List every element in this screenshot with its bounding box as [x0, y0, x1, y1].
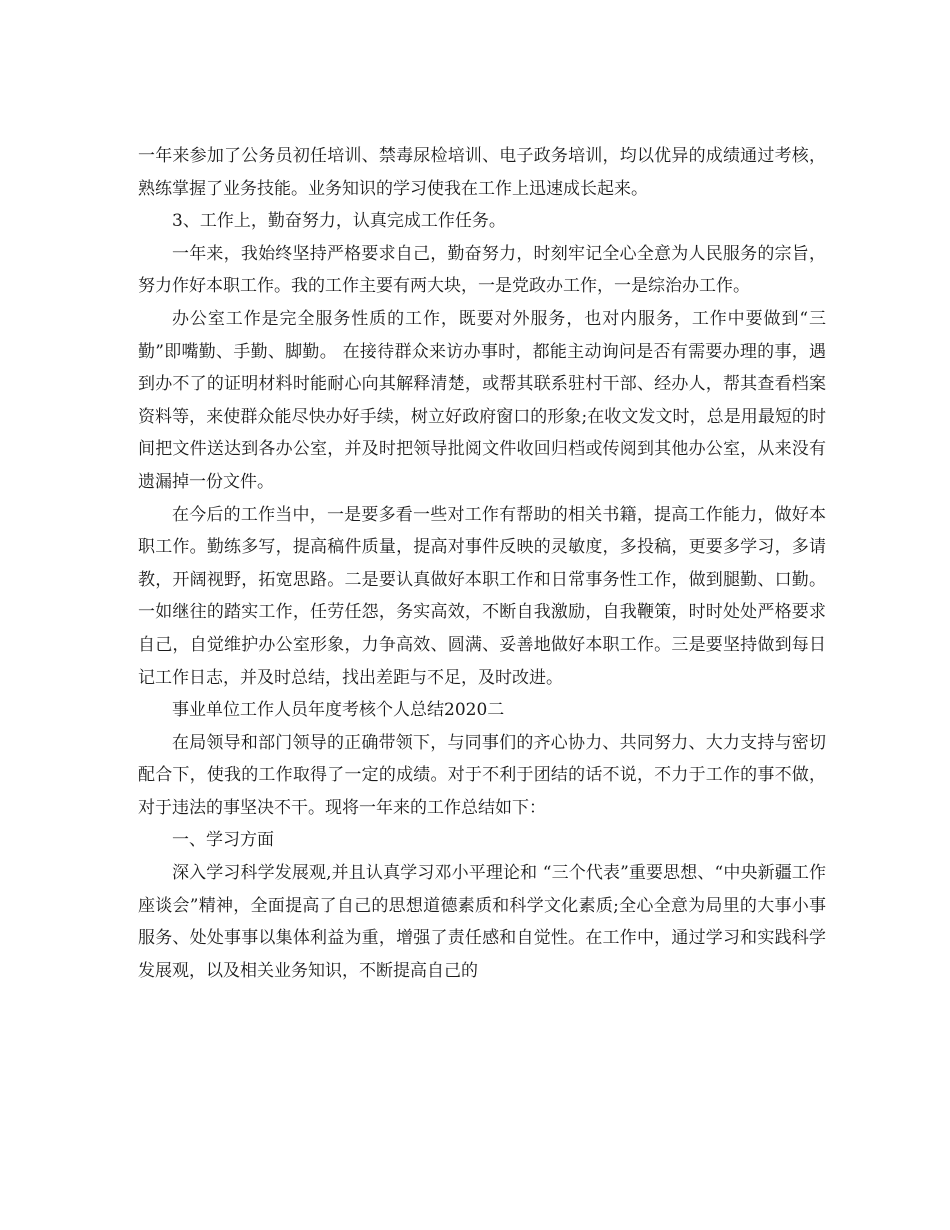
paragraph-study: 深入学习科学发展观,并且认真学习邓小平理论和 “三个代表”重要思想、“中央新疆工作座谈会”精神，全面提高了自己的思想道德素质和科学文化素质;全心全意为局里的大事小事服务、处处事事以集体利益为重，增强了责任感和自觉性。在工作中，通过学习和实践科学发展观，以及相关业务知识，不断提高自己的 [138, 863, 826, 981]
section-title-study: 一、学习方面 [172, 830, 274, 851]
paragraph-introduction: 在局领导和部门领导的正确带领下，与同事们的齐心协力、共同努力、大力支持与密切配合下，使我的工作取得了一定的成绩。对于不利于团结的话不说，不力于工作的事不做，对于违法的事坚决不干。现将一年来的工作总结如下： [138, 732, 826, 818]
document-body [138, 140, 826, 987]
paragraph-work-overview: 一年来，我始终坚持严格要求自己，勤奋努力，时刻牢记全心全意为人民服务的宗旨，努力作好本职工作。我的工作主要有两大块，一是党政办工作，一是综治办工作。 [138, 243, 826, 297]
paragraph-training: 一年来参加了公务员初任培训、禁毒尿检培训、电子政务培训，均以优异的成绩通过考核，熟练掌握了业务技能。业务知识的学习使我在工作上迅速成长起来。 [138, 146, 826, 199]
paragraph-office-work: 办公室工作是完全服务性质的工作，既要对外服务，也对内服务，工作中要做到“三勤”即嘴勤、手勤、脚勤。 在接待群众来访办事时，都能主动询问是否有需要办理的事，遇到办不了的证明材料时能耐心向其解释清楚，或帮其联系驻村干部、经办人，帮其查看档案资料等，来使群众能尽快办好手续，树立好政府窗口的形象;在收文发文时，总是用最短的时间把文件送达到各办公室，并及时把领导批阅文件收回归档或传阅到其他办公室，从来没有遗漏掉一份文件。 [138, 308, 826, 492]
paragraph-future-plans: 在今后的工作当中，一是要多看一些对工作有帮助的相关书籍，提高工作能力，做好本职工作。勤练多写，提高稿件质量，提高对事件反映的灵敏度，多投稿，更要多学习，多请教，开阔视野，拓宽思路。二是要认真做好本职工作和日常事务性工作，做到腿勤、口勤。一如继往的踏实工作，任劳任怨，务实高效，不断自我激励，自我鞭策，时时处处严格要求自己，自觉维护办公室形象，力争高效、圆满、妥善地做好本职工作。三是要坚持做到每日记工作日志，并及时总结，找出差距与不足，及时改进。 [138, 504, 826, 688]
paragraph-work-heading: 3、工作上，勤奋努力，认真完成工作任务。 [172, 211, 506, 232]
section-title-summary-two: 事业单位工作人员年度考核个人总结2020二 [172, 700, 505, 721]
